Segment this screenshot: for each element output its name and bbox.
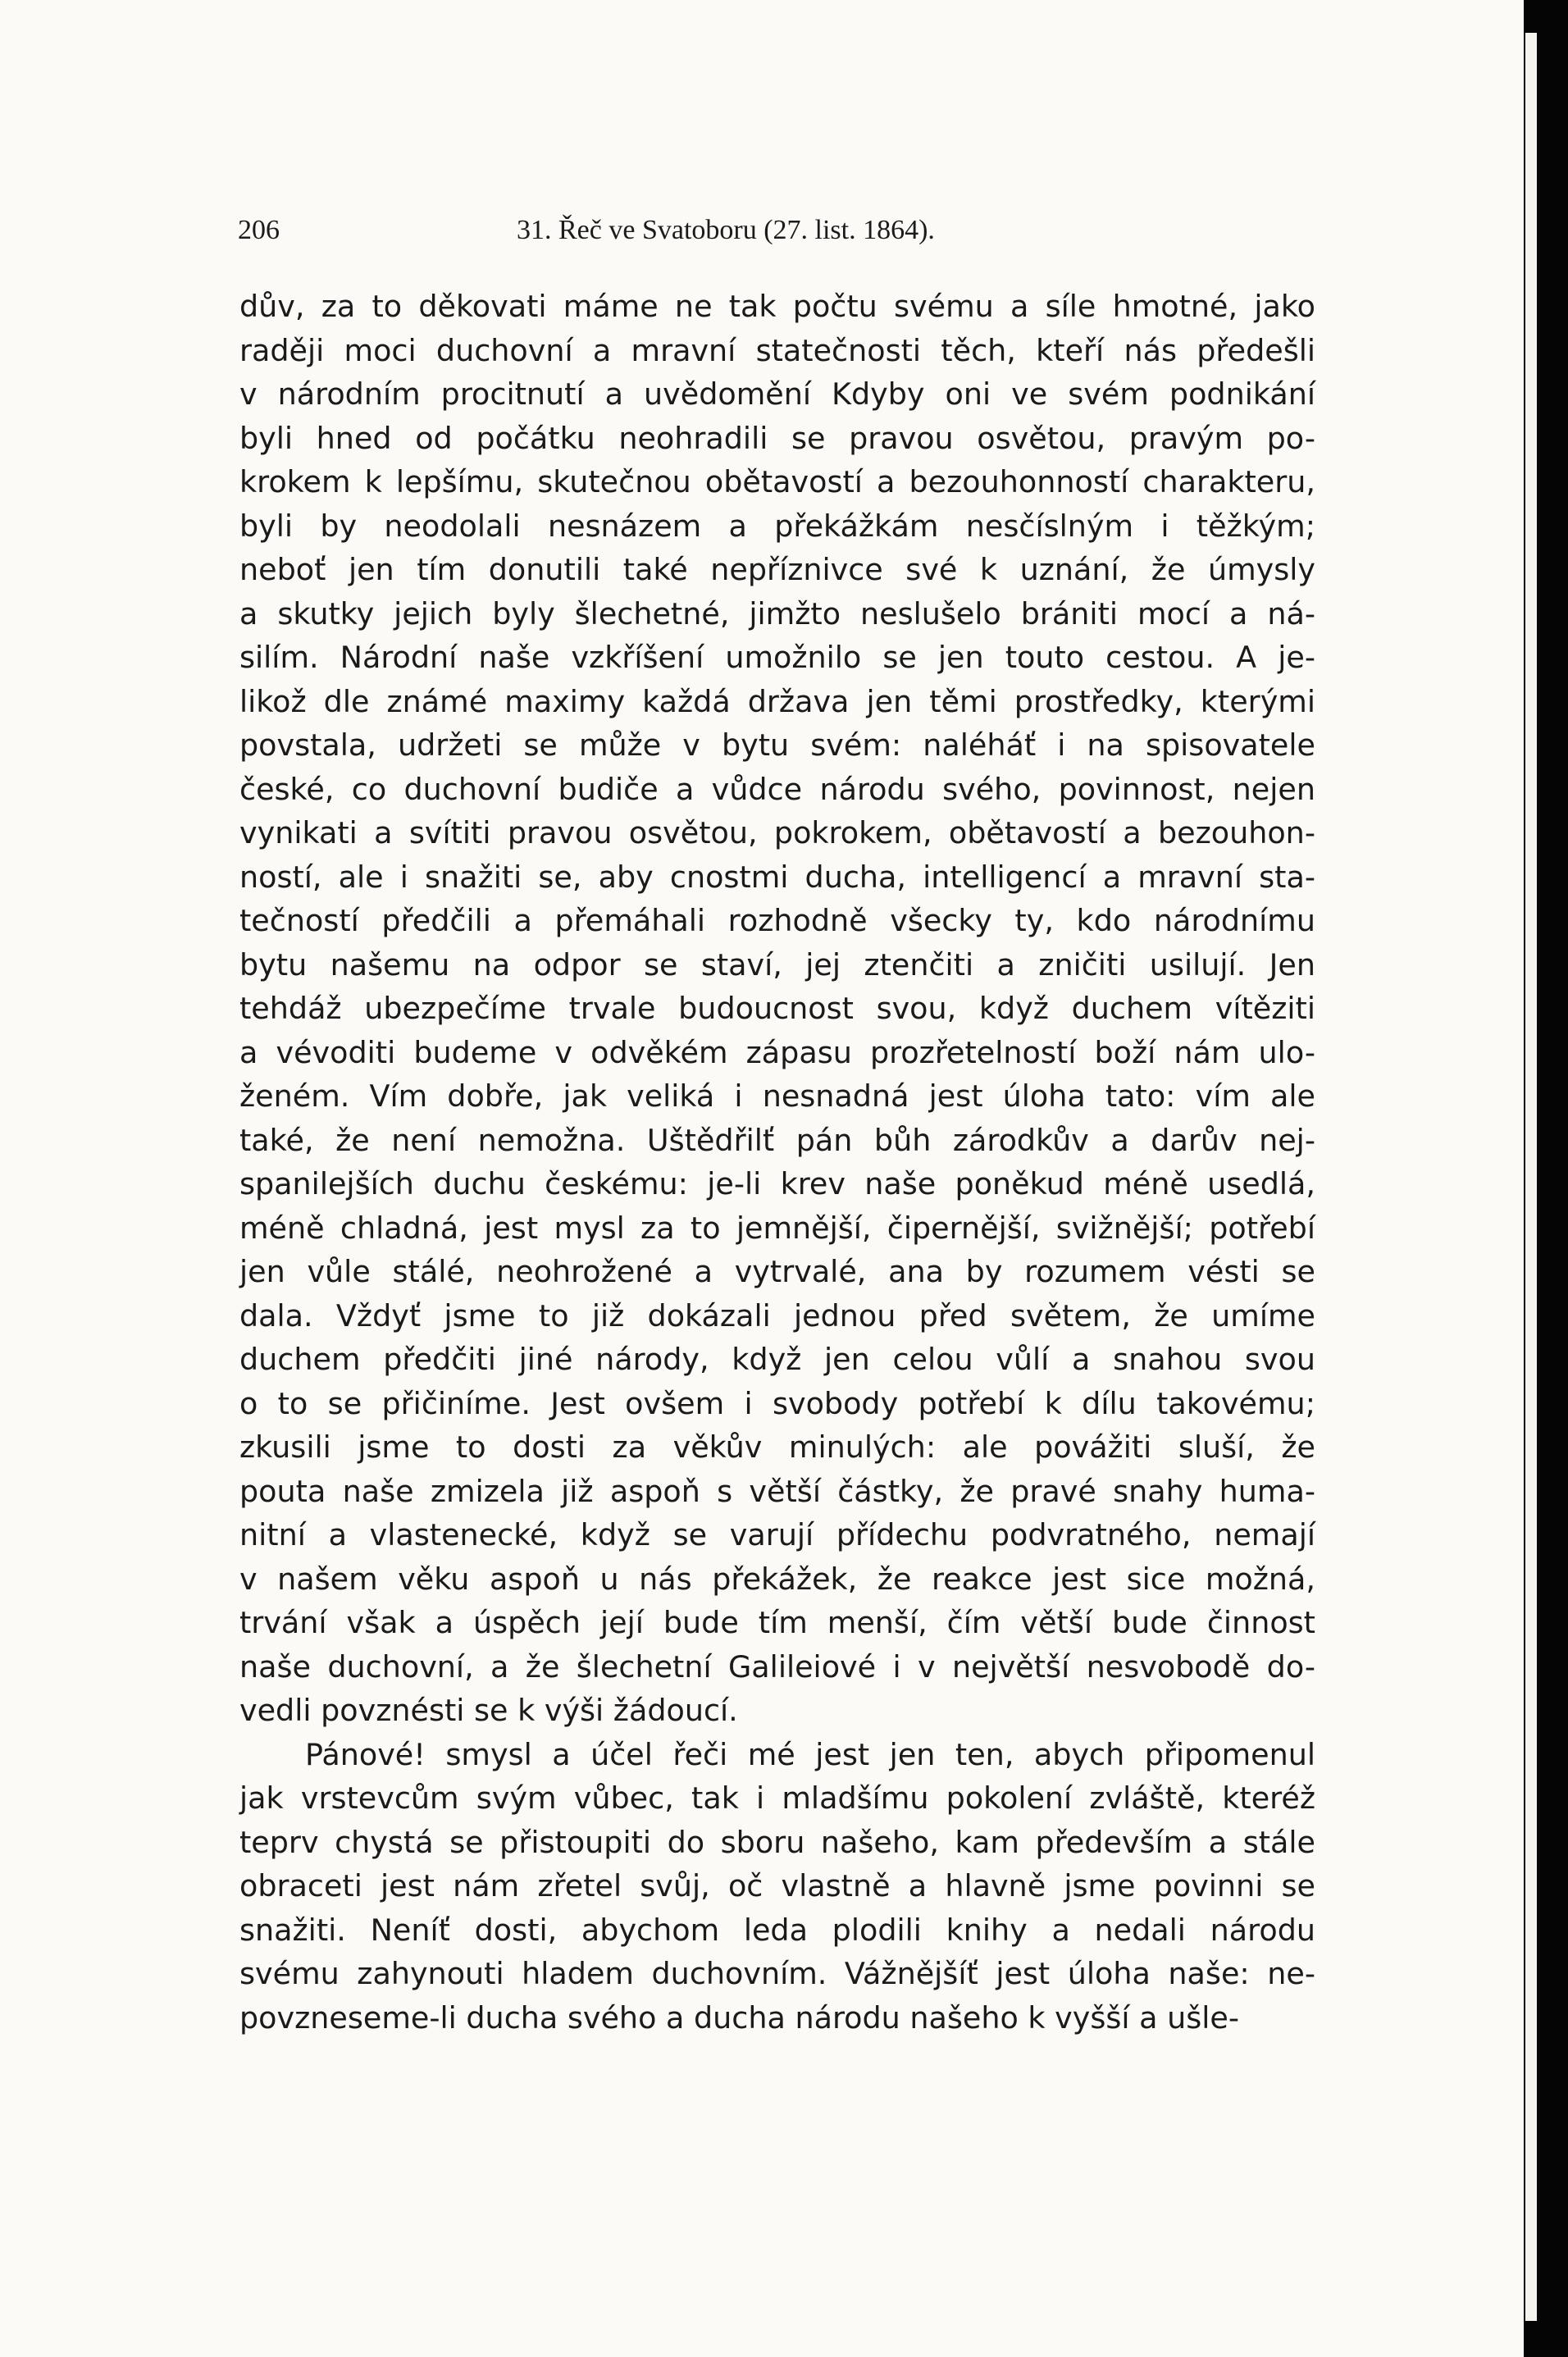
text-line: bytu našemu na odpor se staví, jej ztenčiti a zničiti usilují. Jen (239, 946, 1315, 982)
text-line: Pánové! smysl a účel řeči mé jest jen ten, abych připomenul (305, 1736, 1315, 1772)
text-line: obraceti jest nám zřetel svůj, oč vlastně a hlavně jsme povinni se (239, 1868, 1315, 1903)
text-line: raději moci duchovní a mravní statečnosti těch, kteří nás předešli (239, 332, 1315, 368)
text-line: likož dle známé maximy každá država jen těmi prostředky, kterými (239, 683, 1315, 719)
text-line: dův, za to děkovati máme ne tak počtu svému a síle hmotné, jako (239, 289, 1315, 324)
text-line: vynikati a svítiti pravou osvětou, pokrokem, obětavostí a bezouhon- (239, 815, 1315, 850)
text-line: tečností předčili a přemáhali rozhodně všecky ty, kdo národnímu (239, 903, 1315, 938)
text-line: o to se přičiníme. Jest ovšem i svobody potřebí k dílu takovému; (239, 1385, 1315, 1421)
text-line: duchem předčiti jiné národy, když jen celou vůlí a snahou svou (239, 1342, 1315, 1377)
text-line: krokem k lepšímu, skutečnou obětavostí a bezouhonností charakteru, (239, 464, 1315, 499)
text-line: v našem věku aspoň u nás překážek, že reakce jest sice možná, (239, 1561, 1315, 1597)
text-line: české, co duchovní budiče a vůdce národu svého, povinnost, nejen (239, 771, 1315, 807)
text-line: ností, ale i snažiti se, aby cnostmi ducha, intelligencí a mravní sta- (239, 859, 1315, 895)
text-line: neboť jen tím donutili také nepříznivce své k uznání, že úmysly (239, 552, 1315, 587)
text-line: snažiti. Neníť dosti, abychom leda plodili knihy a nedali národu (239, 1912, 1315, 1948)
text-line: také, že není nemožna. Uštědřilť pán bůh zárodkův a darův nej- (239, 1122, 1315, 1158)
text-line: zkusili jsme to dosti za věkův minulých: ale povážiti sluší, že (239, 1429, 1315, 1465)
text-line: pouta naše zmizela již aspoň s větší částky, že pravé snahy huma- (239, 1473, 1315, 1509)
text-line: a skutky jejich byly šlechetné, jimžto neslušelo brániti mocí a ná- (239, 595, 1315, 631)
text-line: v národním procitnutí a uvědomění Kdyby oni ve svém podnikání (239, 376, 1315, 412)
text-line: a vévoditi budeme v odvěkém zápasu prozřetelností boží nám ulo- (239, 1034, 1315, 1070)
paragraph (239, 1733, 1315, 2040)
text-line: dala. Vždyť jsme to již dokázali jednou před světem, že umíme (239, 1297, 1315, 1334)
text-line: teprv chystá se přistoupiti do sboru našeho, kam především a stále (239, 1824, 1315, 1860)
text-line: vedli povznésti se k výši žádoucí. (239, 1693, 738, 1728)
running-title: 31. Řeč ve Svatoboru (27. list. 1864). (517, 215, 935, 245)
text-line: svému zahynouti hladem duchovním. Vážnějšíť jest úloha naše: ne- (239, 1956, 1315, 1991)
body-text (239, 285, 1315, 2040)
adjacent-page-edge (1525, 33, 1537, 2321)
page-number: 206 (238, 215, 280, 245)
text-line: silím. Národní naše vzkříšení umožnilo se jen touto cestou. A je- (239, 640, 1315, 675)
text-line: ženém. Vím dobře, jak veliká i nesnadná jest úloha tato: vím ale (239, 1078, 1315, 1114)
text-line: povzneseme-li ducha svého a ducha národu našeho k vyšší a ušle- (239, 1999, 1240, 2036)
text-line: nitní a vlastenecké, když se varují přídechu podvratného, nemají (239, 1517, 1315, 1552)
page-header (238, 215, 1329, 256)
paragraph (239, 285, 1315, 1733)
text-line: byli by neodolali nesnázem a překážkám nesčíslným i těžkým; (239, 508, 1315, 544)
text-line: spanilejších duchu českému: je-li krev naše poněkud méně usedlá, (239, 1166, 1315, 1201)
text-line: trvání však a úspěch její bude tím menší, čím větší bude činnost (239, 1605, 1315, 1640)
text-line: tehdáž ubezpečíme trvale budoucnost svou, když duchem vítěziti (239, 991, 1315, 1026)
text-line: byli hned od počátku neohradili se pravou osvětou, pravým po- (239, 420, 1315, 456)
text-line: méně chladná, jest mysl za to jemnější, čipernější, svižnější; potřebí (239, 1210, 1315, 1246)
text-line: jak vrstevcům svým vůbec, tak i mladšímu pokolení zvláště, kteréž (239, 1780, 1315, 1816)
text-line: naše duchovní, a že šlechetní Galileiové i v největší nesvobodě do- (239, 1648, 1315, 1685)
text-line: jen vůle stálé, neohrožené a vytrvalé, ana by rozumem vésti se (239, 1254, 1315, 1289)
text-line: povstala, udržeti se může v bytu svém: naléháť i na spisovatele (239, 727, 1315, 763)
